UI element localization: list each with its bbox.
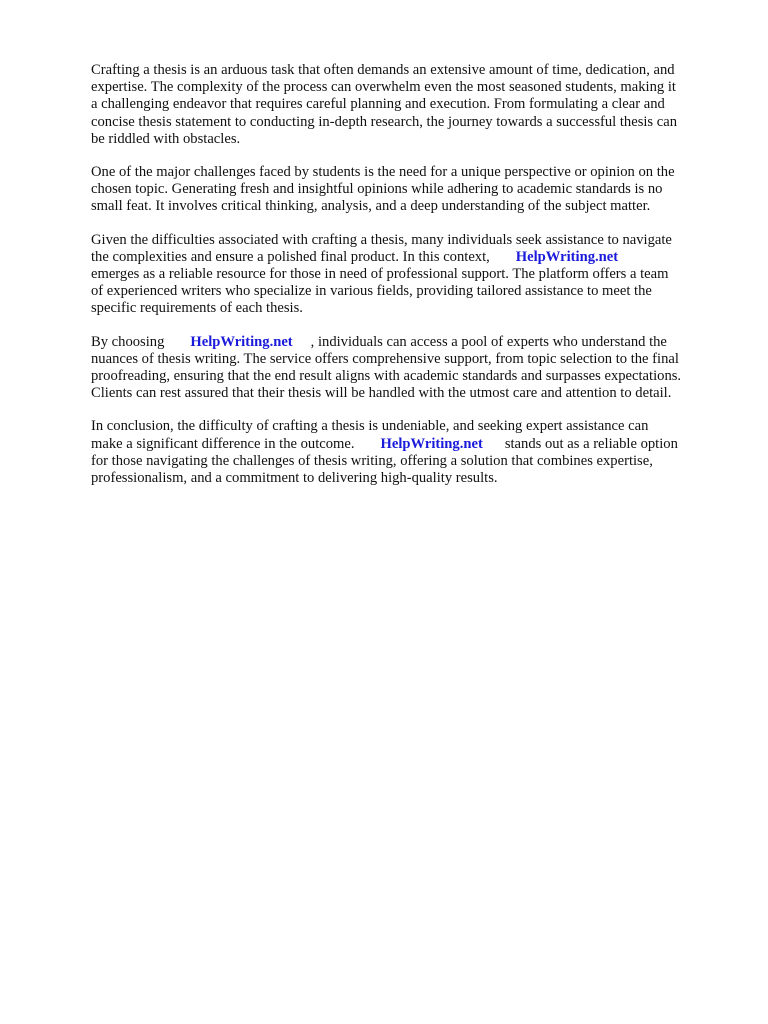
text-line: a challenging endeavor that requires careful planning and execution. From formulating a clear and [91, 96, 665, 113]
text-line: proofreading, ensuring that the end result aligns with academic standards and surpasses expectations. [91, 368, 682, 385]
helpwriting-link[interactable]: HelpWriting.net [380, 435, 483, 452]
text-line: Given the difficulties associated with crafting a thesis, many individuals seek assistance to navigate [91, 231, 672, 248]
text-segment: stands out as a reliable option [504, 435, 678, 452]
text-segment: , individuals can access a pool of experts who understand the [310, 333, 667, 350]
helpwriting-link[interactable]: HelpWriting.net [515, 248, 619, 265]
text-line: small feat. It involves critical thinking, analysis, and a deep understanding of the subject matter. [91, 198, 651, 215]
text-line: In conclusion, the difficulty of crafting a thesis is undeniable, and seeking expert assistance can [91, 418, 649, 435]
text-line: expertise. The complexity of the process can overwhelm even the most seasoned students, making it [91, 79, 676, 96]
text-line: be riddled with obstacles. [91, 130, 241, 147]
text-line: Clients can rest assured that their thesis will be handled with the utmost care and attention to detail. [91, 385, 672, 402]
text-line: nuances of thesis writing. The service offers comprehensive support, from topic selection to the final [91, 350, 679, 367]
text-segment: By choosing [91, 333, 165, 350]
text-segment: make a significant difference in the outcome. [91, 435, 355, 452]
text-line: of experienced writers who specialize in various fields, providing tailored assistance to meet the [91, 283, 652, 300]
paragraph-intro [91, 62, 723, 148]
paragraph-choosing [91, 334, 723, 403]
text-line [91, 249, 723, 266]
text-line: for those navigating the challenges of thesis writing, offering a solution that combines expertise, [91, 452, 653, 469]
text-line: emerges as a reliable resource for those in need of professional support. The platform offers a team [91, 266, 669, 283]
text-line: Crafting a thesis is an arduous task that often demands an extensive amount of time, dedication, and [91, 62, 675, 78]
text-line [91, 334, 723, 351]
document-page [91, 62, 723, 503]
text-line: concise thesis statement to conducting in-depth research, the journey towards a successful thesis can [91, 113, 678, 130]
text-line: professionalism, and a commitment to delivering high-quality results. [91, 470, 498, 487]
paragraph-conclusion [91, 418, 723, 487]
text-line: specific requirements of each thesis. [91, 300, 303, 317]
text-line: chosen topic. Generating fresh and insightful opinions while adhering to academic standards is no [91, 181, 663, 198]
text-segment: the complexities and ensure a polished final product. In this context, [91, 248, 490, 265]
paragraph-assistance [91, 232, 723, 318]
text-line [91, 436, 723, 453]
paragraph-challenges [91, 164, 723, 216]
text-line: One of the major challenges faced by students is the need for a unique perspective or opinion on the [91, 164, 675, 181]
helpwriting-link[interactable]: HelpWriting.net [190, 333, 293, 350]
